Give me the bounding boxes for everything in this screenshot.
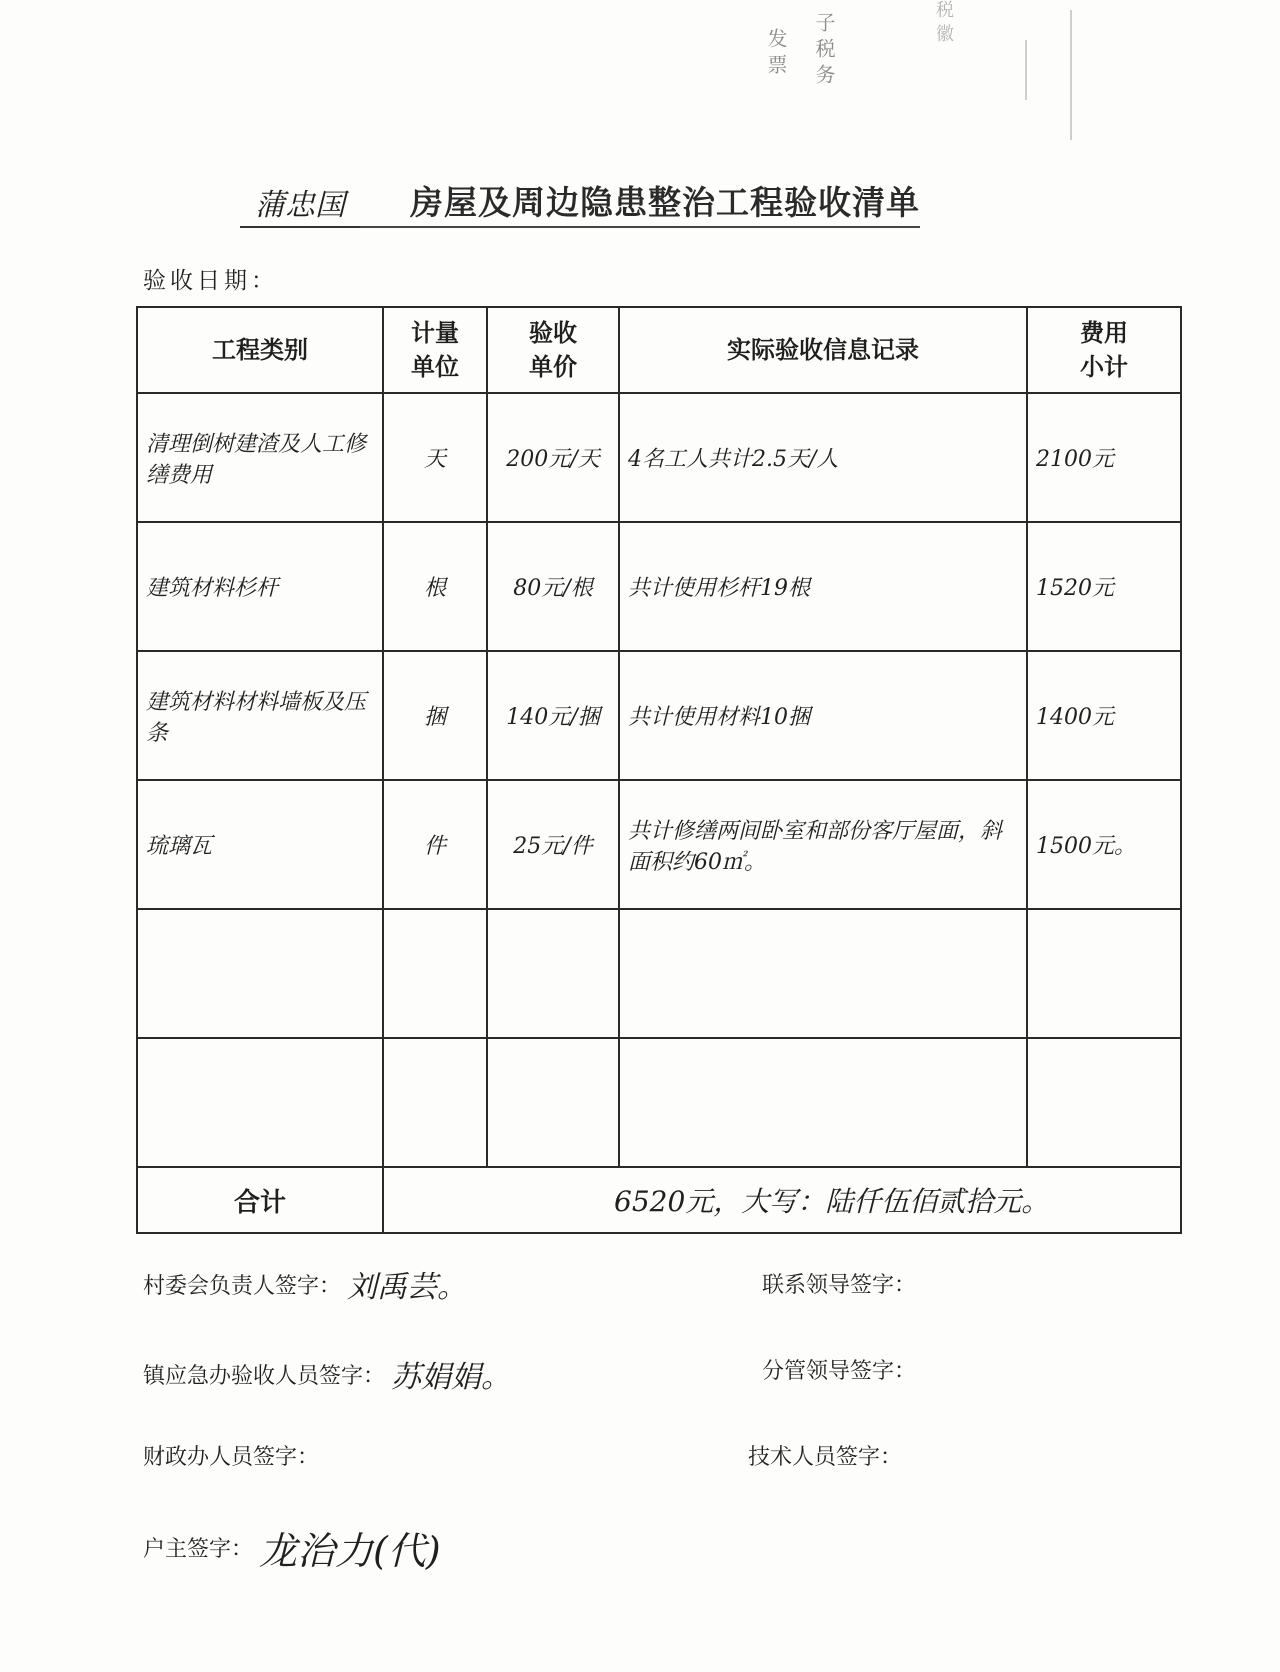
town-signature	[143, 1352, 511, 1396]
cell-price: 25元/件	[487, 780, 619, 909]
document-title	[240, 178, 1100, 228]
cell-unit	[383, 1038, 487, 1167]
stamp-text-3: 税徽	[933, 0, 954, 48]
tech-signature	[748, 1440, 902, 1471]
header-unit: 计量 单位	[383, 307, 487, 393]
stamp-text-1: 子税务	[812, 12, 836, 90]
acceptance-table	[136, 306, 1182, 1234]
tech-signature-label: 技术人员签字：	[748, 1445, 903, 1470]
stamp-area	[700, 0, 1130, 140]
scan-mark	[1025, 40, 1027, 100]
cell-record: 共计修缮两间卧室和部份客厅屋面，斜面积约60㎡。	[619, 780, 1027, 909]
owner-signature-label: 户主签字：	[143, 1537, 254, 1562]
liaison-signature	[762, 1268, 916, 1299]
liaison-signature-label: 联系领导签字：	[762, 1273, 917, 1298]
cell-category: 琉璃瓦	[137, 780, 383, 909]
cell-price	[487, 1038, 619, 1167]
supervisor-signature-label: 分管领导签字：	[762, 1359, 917, 1384]
cell-category	[137, 1038, 383, 1167]
cell-subtotal: 1520元	[1027, 522, 1181, 651]
village-signature-name: 刘禹芸。	[347, 1270, 468, 1305]
table-row	[137, 780, 1181, 909]
table-row	[137, 393, 1181, 522]
table-row	[137, 909, 1181, 1038]
stamp-text-2: 发票	[764, 28, 788, 80]
header-price: 验收 单价	[487, 307, 619, 393]
total-row	[137, 1167, 1181, 1233]
town-signature-label: 镇应急办验收人员签字：	[143, 1363, 386, 1389]
title-prefix: 蒲忠国	[240, 180, 360, 228]
town-signature-name: 苏娟娟。	[391, 1360, 512, 1395]
date-label: 验收日期：	[143, 268, 278, 294]
cell-unit: 天	[383, 393, 487, 522]
village-signature-label: 村委会负责人签字：	[143, 1273, 342, 1299]
cell-record: 共计使用材料10捆	[619, 651, 1027, 780]
total-value: 6520元，大写：陆仟伍佰贰拾元。	[383, 1167, 1181, 1233]
title-main: 房屋及周边隐患整治工程验收清单	[360, 177, 920, 228]
cell-subtotal: 1500元。	[1027, 780, 1181, 909]
table-row	[137, 1038, 1181, 1167]
cell-price: 200元/天	[487, 393, 619, 522]
header-record: 实际验收信息记录	[619, 307, 1027, 393]
owner-signature-name: 龙治力(代)	[259, 1529, 441, 1573]
cell-unit: 捆	[383, 651, 487, 780]
supervisor-signature	[762, 1354, 916, 1385]
header-category: 工程类别	[137, 307, 383, 393]
cell-price: 140元/捆	[487, 651, 619, 780]
table-row	[137, 522, 1181, 651]
cell-unit: 根	[383, 522, 487, 651]
cell-record	[619, 909, 1027, 1038]
cell-record	[619, 1038, 1027, 1167]
header-subtotal: 费用 小计	[1027, 307, 1181, 393]
cell-subtotal	[1027, 1038, 1181, 1167]
cell-unit	[383, 909, 487, 1038]
cell-record: 共计使用杉杆19根	[619, 522, 1027, 651]
table-row	[137, 651, 1181, 780]
cell-category: 建筑材料材料墙板及压条	[137, 651, 383, 780]
owner-signature	[143, 1520, 441, 1575]
cell-category: 建筑材料杉杆	[137, 522, 383, 651]
cell-subtotal: 2100元	[1027, 393, 1181, 522]
table-header-row	[137, 307, 1181, 393]
cell-category	[137, 909, 383, 1038]
cell-price	[487, 909, 619, 1038]
cell-unit: 件	[383, 780, 487, 909]
cell-subtotal	[1027, 909, 1181, 1038]
cell-price: 80元/根	[487, 522, 619, 651]
cell-category: 清理倒树建渣及人工修缮费用	[137, 393, 383, 522]
cell-subtotal: 1400元	[1027, 651, 1181, 780]
cell-record: 4名工人共计2.5天/人	[619, 393, 1027, 522]
village-signature	[143, 1262, 467, 1306]
finance-signature-label: 财政办人员签字：	[143, 1445, 320, 1470]
finance-signature	[143, 1440, 319, 1471]
scan-mark	[1070, 10, 1072, 140]
total-label: 合计	[137, 1167, 383, 1233]
